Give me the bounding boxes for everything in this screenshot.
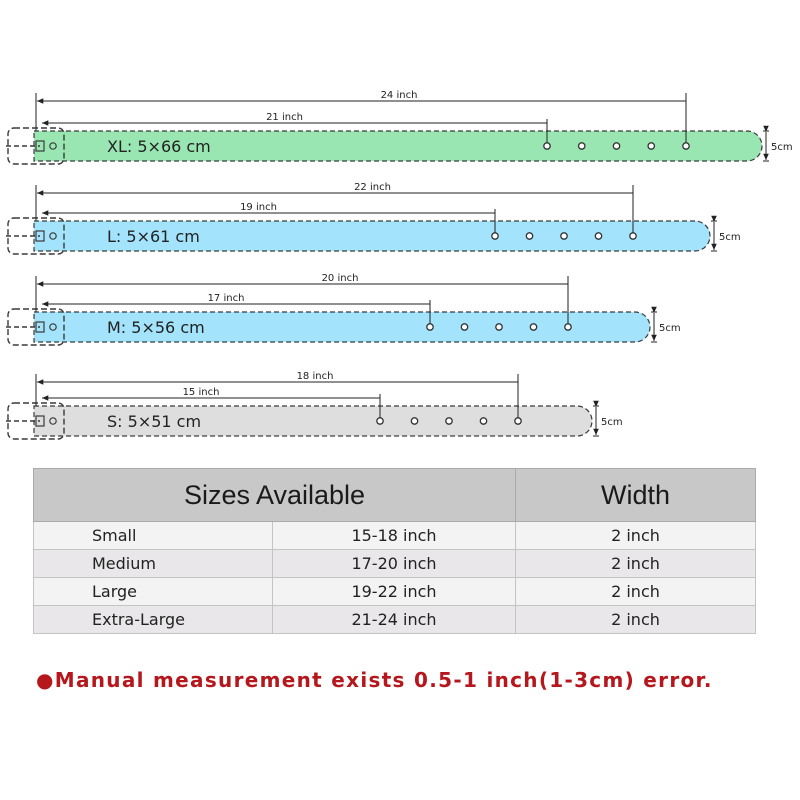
table-row bbox=[34, 522, 756, 550]
belt-size-label: XL: 5×66 cm bbox=[107, 137, 211, 156]
belt-hole bbox=[446, 418, 452, 424]
belt-hole bbox=[530, 324, 536, 330]
belt-hole bbox=[496, 324, 502, 330]
belt-hole bbox=[526, 233, 532, 239]
measurement-error-note: ●Manual measurement exists 0.5-1 inch(1-3cm) error. bbox=[36, 668, 713, 692]
belt-hole bbox=[595, 233, 601, 239]
size-range: 19-22 inch bbox=[273, 578, 516, 606]
outer-measure-label: 22 inch bbox=[354, 182, 391, 193]
belt-hole bbox=[579, 143, 585, 149]
size-name: Small bbox=[34, 522, 273, 550]
table-row bbox=[34, 606, 756, 634]
size-range: 17-20 inch bbox=[273, 550, 516, 578]
belt-size-label: L: 5×61 cm bbox=[107, 227, 200, 246]
belt-hole bbox=[648, 143, 654, 149]
belt-hole bbox=[480, 418, 486, 424]
belt-hole bbox=[683, 143, 689, 149]
belt-xl bbox=[6, 90, 793, 164]
outer-measure-label: 24 inch bbox=[380, 90, 418, 101]
sizes-available-header: Sizes Available bbox=[34, 469, 516, 522]
belt-hole bbox=[565, 324, 571, 330]
belt-hole bbox=[427, 324, 433, 330]
belt-hole bbox=[515, 418, 521, 424]
table-header-row bbox=[34, 469, 756, 522]
belt-size-label: M: 5×56 cm bbox=[107, 318, 205, 337]
size-width: 2 inch bbox=[516, 578, 756, 606]
size-name: Extra-Large bbox=[34, 606, 273, 634]
size-table bbox=[33, 468, 756, 634]
belt-width-label: 5cm bbox=[659, 323, 681, 334]
inner-measure-label: 17 inch bbox=[207, 293, 245, 304]
belt-hole bbox=[377, 418, 383, 424]
belt-s bbox=[6, 371, 623, 439]
size-width: 2 inch bbox=[516, 606, 756, 634]
outer-measure-label: 18 inch bbox=[296, 371, 334, 382]
belt-hole bbox=[544, 143, 550, 149]
belt-hole bbox=[492, 233, 498, 239]
table-row bbox=[34, 550, 756, 578]
belt-width-label: 5cm bbox=[719, 232, 741, 243]
belt-width-label: 5cm bbox=[771, 142, 793, 153]
inner-measure-label: 21 inch bbox=[266, 112, 303, 123]
size-name: Medium bbox=[34, 550, 273, 578]
belt-m bbox=[6, 273, 681, 345]
inner-measure-label: 19 inch bbox=[240, 202, 277, 213]
outer-measure-label: 20 inch bbox=[321, 273, 359, 284]
size-width: 2 inch bbox=[516, 522, 756, 550]
width-header: Width bbox=[516, 469, 756, 522]
size-range: 21-24 inch bbox=[273, 606, 516, 634]
size-range: 15-18 inch bbox=[273, 522, 516, 550]
belt-hole bbox=[561, 233, 567, 239]
belt-hole bbox=[613, 143, 619, 149]
size-width: 2 inch bbox=[516, 550, 756, 578]
belt-hole bbox=[630, 233, 636, 239]
belt-hole bbox=[461, 324, 467, 330]
belt-hole bbox=[411, 418, 417, 424]
belt-width-label: 5cm bbox=[601, 417, 623, 428]
inner-measure-label: 15 inch bbox=[182, 387, 220, 398]
belt-size-label: S: 5×51 cm bbox=[107, 412, 202, 431]
table-row bbox=[34, 578, 756, 606]
size-name: Large bbox=[34, 578, 273, 606]
belt-l bbox=[6, 182, 741, 254]
